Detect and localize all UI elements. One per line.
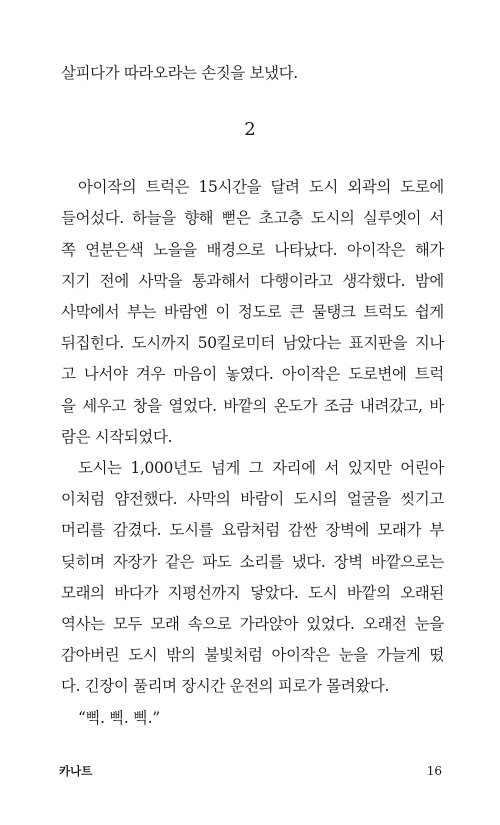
running-title: 카나트 [59,764,93,778]
paragraph-line: 역사는 모두 모래 속으로 가라앉아 있었다. 오래전 눈을 [61,615,444,633]
paragraph-line: 딪히며 자장가 같은 파도 소리를 냈다. 장벽 바깥으로는 [61,553,444,571]
chapter-number: 2 [244,119,256,140]
paragraph-line: 을 세우고 창을 열었다. 바깥의 온도가 조금 내려갔고, 바 [61,397,444,415]
paragraph-line: 지기 전에 사막을 통과해서 다행이라고 생각했다. 밤에 [61,272,444,290]
paragraph-line: 사막에서 부는 바람엔 이 정도로 큰 물탱크 트럭도 쉽게 [61,303,444,321]
paragraph-line: 뒤집힌다. 도시까지 50킬로미터 남았다는 표지판을 지나 [61,334,444,352]
paragraph-line: 다. 긴장이 풀리며 장시간 운전의 피로가 몰려왔다. [61,677,390,695]
paragraph-line: 감아버린 도시 밖의 불빛처럼 아이작은 눈을 가늘게 떴 [61,646,444,664]
paragraph-line: 도시는 1,000년도 넘게 그 자리에 서 있지만 어린아 [78,459,444,477]
paragraph-line: 머리를 감겼다. 도시를 요람처럼 감싼 장벽에 모래가 부 [61,521,444,539]
paragraph-line: 람은 시작되었다. [61,428,173,446]
dialogue-line: “삑. 삑. 삑.” [78,709,160,727]
paragraph-line: 아이작의 트럭은 15시간을 달려 도시 외곽의 도로에 [78,178,444,196]
previous-paragraph-line: 살피다가 따라오라는 손짓을 보냈다. [61,64,298,82]
page-number: 16 [426,764,442,778]
paragraph-line: 고 나서야 겨우 마음이 놓였다. 아이작은 도로변에 트럭 [61,365,444,383]
paragraph-line: 이처럼 얌전했다. 사막의 바람이 도시의 얼굴을 씻기고 [61,490,444,508]
paragraph-line: 들어섰다. 하늘을 향해 뻗은 초고층 도시의 실루엣이 서 [61,209,444,227]
paragraph-line: 쪽 연분은색 노을을 배경으로 나타났다. 아이작은 해가 [61,241,444,259]
paragraph-line: 모래의 바다가 지평선까지 닿았다. 도시 바깥의 오래된 [61,584,444,602]
